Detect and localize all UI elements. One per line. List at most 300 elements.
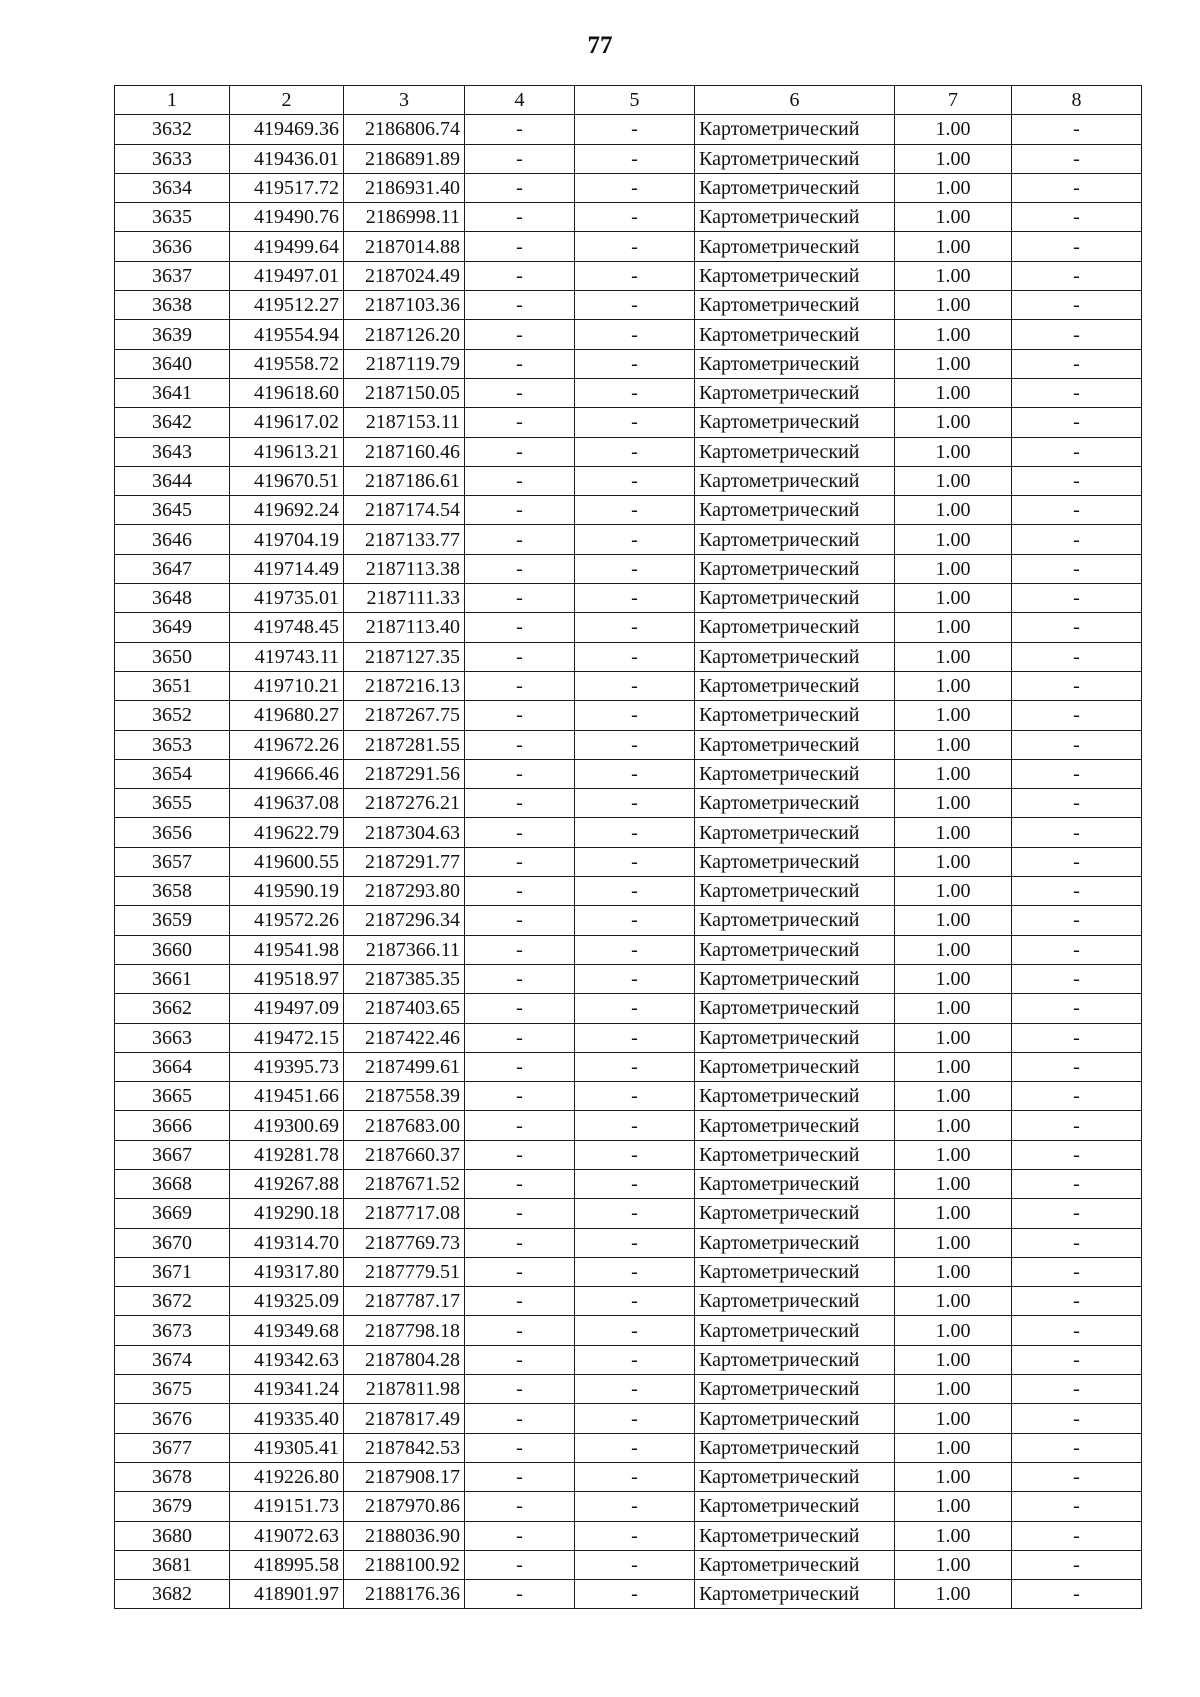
table-row bbox=[115, 1375, 1142, 1404]
col5-cell: - bbox=[575, 1345, 695, 1374]
table-row bbox=[115, 203, 1142, 232]
col8-cell: - bbox=[1012, 1433, 1142, 1462]
method-cell: Картометрический bbox=[695, 173, 895, 202]
col8-cell: - bbox=[1012, 349, 1142, 378]
accuracy-cell: 1.00 bbox=[895, 642, 1012, 671]
col4-cell: - bbox=[465, 232, 575, 261]
col5-cell: - bbox=[575, 1111, 695, 1140]
point-number-cell: 3652 bbox=[115, 701, 230, 730]
col5-cell: - bbox=[575, 1521, 695, 1550]
col4-cell: - bbox=[465, 349, 575, 378]
col8-cell: - bbox=[1012, 642, 1142, 671]
col8-cell: - bbox=[1012, 525, 1142, 554]
accuracy-cell: 1.00 bbox=[895, 1023, 1012, 1052]
col8-cell: - bbox=[1012, 1199, 1142, 1228]
x-coordinate-cell: 419704.19 bbox=[230, 525, 344, 554]
col8-cell: - bbox=[1012, 1316, 1142, 1345]
table-header-row bbox=[115, 86, 1142, 115]
col8-cell: - bbox=[1012, 730, 1142, 759]
accuracy-cell: 1.00 bbox=[895, 320, 1012, 349]
x-coordinate-cell: 419680.27 bbox=[230, 701, 344, 730]
col8-cell: - bbox=[1012, 1521, 1142, 1550]
point-number-cell: 3644 bbox=[115, 466, 230, 495]
x-coordinate-cell: 419281.78 bbox=[230, 1140, 344, 1169]
col4-cell: - bbox=[465, 1521, 575, 1550]
point-number-cell: 3650 bbox=[115, 642, 230, 671]
col5-cell: - bbox=[575, 818, 695, 847]
x-coordinate-cell: 419341.24 bbox=[230, 1375, 344, 1404]
method-cell: Картометрический bbox=[695, 877, 895, 906]
x-coordinate-cell: 419497.01 bbox=[230, 261, 344, 290]
col8-cell: - bbox=[1012, 554, 1142, 583]
x-coordinate-cell: 419710.21 bbox=[230, 671, 344, 700]
y-coordinate-cell: 2187216.13 bbox=[344, 671, 465, 700]
y-coordinate-cell: 2187111.33 bbox=[344, 584, 465, 613]
accuracy-cell: 1.00 bbox=[895, 232, 1012, 261]
method-cell: Картометрический bbox=[695, 789, 895, 818]
col5-cell: - bbox=[575, 877, 695, 906]
col4-cell: - bbox=[465, 584, 575, 613]
method-cell: Картометрический bbox=[695, 818, 895, 847]
col5-cell: - bbox=[575, 408, 695, 437]
col8-cell: - bbox=[1012, 1257, 1142, 1286]
method-cell: Картометрический bbox=[695, 378, 895, 407]
accuracy-cell: 1.00 bbox=[895, 1111, 1012, 1140]
method-cell: Картометрический bbox=[695, 671, 895, 700]
col8-cell: - bbox=[1012, 203, 1142, 232]
col8-cell: - bbox=[1012, 496, 1142, 525]
col8-cell: - bbox=[1012, 701, 1142, 730]
col4-cell: - bbox=[465, 115, 575, 144]
x-coordinate-cell: 419622.79 bbox=[230, 818, 344, 847]
table-row bbox=[115, 1550, 1142, 1579]
table-row bbox=[115, 173, 1142, 202]
col8-cell: - bbox=[1012, 1462, 1142, 1491]
col5-cell: - bbox=[575, 1550, 695, 1579]
x-coordinate-cell: 419314.70 bbox=[230, 1228, 344, 1257]
x-coordinate-cell: 418901.97 bbox=[230, 1580, 344, 1609]
col5-cell: - bbox=[575, 994, 695, 1023]
table-row bbox=[115, 1169, 1142, 1198]
x-coordinate-cell: 419748.45 bbox=[230, 613, 344, 642]
point-number-cell: 3670 bbox=[115, 1228, 230, 1257]
point-number-cell: 3676 bbox=[115, 1404, 230, 1433]
col5-cell: - bbox=[575, 964, 695, 993]
col4-cell: - bbox=[465, 1580, 575, 1609]
y-coordinate-cell: 2187126.20 bbox=[344, 320, 465, 349]
col4-cell: - bbox=[465, 1287, 575, 1316]
col4-cell: - bbox=[465, 1433, 575, 1462]
y-coordinate-cell: 2187153.11 bbox=[344, 408, 465, 437]
table-row bbox=[115, 291, 1142, 320]
point-number-cell: 3636 bbox=[115, 232, 230, 261]
y-coordinate-cell: 2187671.52 bbox=[344, 1169, 465, 1198]
accuracy-cell: 1.00 bbox=[895, 789, 1012, 818]
table-row bbox=[115, 232, 1142, 261]
method-cell: Картометрический bbox=[695, 1492, 895, 1521]
point-number-cell: 3679 bbox=[115, 1492, 230, 1521]
col4-cell: - bbox=[465, 789, 575, 818]
table-row bbox=[115, 1521, 1142, 1550]
point-number-cell: 3663 bbox=[115, 1023, 230, 1052]
accuracy-cell: 1.00 bbox=[895, 1199, 1012, 1228]
method-cell: Картометрический bbox=[695, 584, 895, 613]
col8-cell: - bbox=[1012, 1345, 1142, 1374]
accuracy-cell: 1.00 bbox=[895, 437, 1012, 466]
point-number-cell: 3647 bbox=[115, 554, 230, 583]
col8-cell: - bbox=[1012, 759, 1142, 788]
col5-cell: - bbox=[575, 144, 695, 173]
col4-cell: - bbox=[465, 1492, 575, 1521]
method-cell: Картометрический bbox=[695, 759, 895, 788]
col8-cell: - bbox=[1012, 613, 1142, 642]
col4-cell: - bbox=[465, 671, 575, 700]
col4-cell: - bbox=[465, 613, 575, 642]
x-coordinate-cell: 419512.27 bbox=[230, 291, 344, 320]
y-coordinate-cell: 2188036.90 bbox=[344, 1521, 465, 1550]
col4-cell: - bbox=[465, 437, 575, 466]
accuracy-cell: 1.00 bbox=[895, 291, 1012, 320]
method-cell: Картометрический bbox=[695, 203, 895, 232]
x-coordinate-cell: 419072.63 bbox=[230, 1521, 344, 1550]
method-cell: Картометрический bbox=[695, 291, 895, 320]
accuracy-cell: 1.00 bbox=[895, 818, 1012, 847]
x-coordinate-cell: 419469.36 bbox=[230, 115, 344, 144]
point-number-cell: 3671 bbox=[115, 1257, 230, 1286]
col4-cell: - bbox=[465, 1169, 575, 1198]
col4-cell: - bbox=[465, 1111, 575, 1140]
table-row bbox=[115, 1462, 1142, 1491]
accuracy-cell: 1.00 bbox=[895, 1052, 1012, 1081]
col4-cell: - bbox=[465, 877, 575, 906]
column-header: 7 bbox=[895, 86, 1012, 115]
method-cell: Картометрический bbox=[695, 613, 895, 642]
method-cell: Картометрический bbox=[695, 437, 895, 466]
accuracy-cell: 1.00 bbox=[895, 408, 1012, 437]
table-row bbox=[115, 1023, 1142, 1052]
col4-cell: - bbox=[465, 1199, 575, 1228]
col4-cell: - bbox=[465, 261, 575, 290]
col8-cell: - bbox=[1012, 1023, 1142, 1052]
y-coordinate-cell: 2186931.40 bbox=[344, 173, 465, 202]
col8-cell: - bbox=[1012, 584, 1142, 613]
y-coordinate-cell: 2187281.55 bbox=[344, 730, 465, 759]
col4-cell: - bbox=[465, 730, 575, 759]
table-row bbox=[115, 1082, 1142, 1111]
table-row bbox=[115, 144, 1142, 173]
x-coordinate-cell: 419692.24 bbox=[230, 496, 344, 525]
point-number-cell: 3660 bbox=[115, 935, 230, 964]
y-coordinate-cell: 2187403.65 bbox=[344, 994, 465, 1023]
point-number-cell: 3633 bbox=[115, 144, 230, 173]
y-coordinate-cell: 2187113.40 bbox=[344, 613, 465, 642]
col4-cell: - bbox=[465, 1550, 575, 1579]
y-coordinate-cell: 2187817.49 bbox=[344, 1404, 465, 1433]
y-coordinate-cell: 2187683.00 bbox=[344, 1111, 465, 1140]
column-header: 6 bbox=[695, 86, 895, 115]
y-coordinate-cell: 2187660.37 bbox=[344, 1140, 465, 1169]
col4-cell: - bbox=[465, 906, 575, 935]
col5-cell: - bbox=[575, 671, 695, 700]
col5-cell: - bbox=[575, 437, 695, 466]
col5-cell: - bbox=[575, 496, 695, 525]
y-coordinate-cell: 2187304.63 bbox=[344, 818, 465, 847]
col8-cell: - bbox=[1012, 1140, 1142, 1169]
col8-cell: - bbox=[1012, 1228, 1142, 1257]
method-cell: Картометрический bbox=[695, 261, 895, 290]
method-cell: Картометрический bbox=[695, 1228, 895, 1257]
table-row bbox=[115, 261, 1142, 290]
col8-cell: - bbox=[1012, 1082, 1142, 1111]
col4-cell: - bbox=[465, 525, 575, 554]
col8-cell: - bbox=[1012, 906, 1142, 935]
table-row bbox=[115, 789, 1142, 818]
point-number-cell: 3680 bbox=[115, 1521, 230, 1550]
x-coordinate-cell: 419151.73 bbox=[230, 1492, 344, 1521]
y-coordinate-cell: 2187186.61 bbox=[344, 466, 465, 495]
col5-cell: - bbox=[575, 906, 695, 935]
column-header: 1 bbox=[115, 86, 230, 115]
column-header: 2 bbox=[230, 86, 344, 115]
point-number-cell: 3675 bbox=[115, 1375, 230, 1404]
y-coordinate-cell: 2187558.39 bbox=[344, 1082, 465, 1111]
col4-cell: - bbox=[465, 759, 575, 788]
table-row bbox=[115, 1199, 1142, 1228]
col4-cell: - bbox=[465, 1228, 575, 1257]
accuracy-cell: 1.00 bbox=[895, 1433, 1012, 1462]
point-number-cell: 3643 bbox=[115, 437, 230, 466]
col8-cell: - bbox=[1012, 437, 1142, 466]
col5-cell: - bbox=[575, 1492, 695, 1521]
y-coordinate-cell: 2187267.75 bbox=[344, 701, 465, 730]
method-cell: Картометрический bbox=[695, 1521, 895, 1550]
x-coordinate-cell: 419305.41 bbox=[230, 1433, 344, 1462]
x-coordinate-cell: 419226.80 bbox=[230, 1462, 344, 1491]
x-coordinate-cell: 419541.98 bbox=[230, 935, 344, 964]
col4-cell: - bbox=[465, 964, 575, 993]
method-cell: Картометрический bbox=[695, 466, 895, 495]
y-coordinate-cell: 2187779.51 bbox=[344, 1257, 465, 1286]
x-coordinate-cell: 419472.15 bbox=[230, 1023, 344, 1052]
method-cell: Картометрический bbox=[695, 1316, 895, 1345]
table-row bbox=[115, 496, 1142, 525]
col4-cell: - bbox=[465, 1316, 575, 1345]
col8-cell: - bbox=[1012, 1111, 1142, 1140]
x-coordinate-cell: 419617.02 bbox=[230, 408, 344, 437]
col4-cell: - bbox=[465, 466, 575, 495]
col4-cell: - bbox=[465, 408, 575, 437]
x-coordinate-cell: 419518.97 bbox=[230, 964, 344, 993]
table-row bbox=[115, 1316, 1142, 1345]
point-number-cell: 3634 bbox=[115, 173, 230, 202]
y-coordinate-cell: 2186998.11 bbox=[344, 203, 465, 232]
col5-cell: - bbox=[575, 525, 695, 554]
col4-cell: - bbox=[465, 291, 575, 320]
method-cell: Картометрический bbox=[695, 1580, 895, 1609]
col5-cell: - bbox=[575, 261, 695, 290]
table-row bbox=[115, 1492, 1142, 1521]
col5-cell: - bbox=[575, 173, 695, 202]
accuracy-cell: 1.00 bbox=[895, 994, 1012, 1023]
y-coordinate-cell: 2187804.28 bbox=[344, 1345, 465, 1374]
col8-cell: - bbox=[1012, 877, 1142, 906]
x-coordinate-cell: 419714.49 bbox=[230, 554, 344, 583]
x-coordinate-cell: 419267.88 bbox=[230, 1169, 344, 1198]
accuracy-cell: 1.00 bbox=[895, 466, 1012, 495]
x-coordinate-cell: 419666.46 bbox=[230, 759, 344, 788]
table-row bbox=[115, 1228, 1142, 1257]
accuracy-cell: 1.00 bbox=[895, 1287, 1012, 1316]
x-coordinate-cell: 419349.68 bbox=[230, 1316, 344, 1345]
accuracy-cell: 1.00 bbox=[895, 906, 1012, 935]
accuracy-cell: 1.00 bbox=[895, 935, 1012, 964]
table-row bbox=[115, 115, 1142, 144]
table-row bbox=[115, 642, 1142, 671]
table-row bbox=[115, 349, 1142, 378]
col5-cell: - bbox=[575, 1257, 695, 1286]
y-coordinate-cell: 2187296.34 bbox=[344, 906, 465, 935]
col4-cell: - bbox=[465, 554, 575, 583]
coordinates-table bbox=[114, 85, 1142, 1609]
col5-cell: - bbox=[575, 1140, 695, 1169]
y-coordinate-cell: 2187276.21 bbox=[344, 789, 465, 818]
column-header: 3 bbox=[344, 86, 465, 115]
col4-cell: - bbox=[465, 1375, 575, 1404]
point-number-cell: 3646 bbox=[115, 525, 230, 554]
y-coordinate-cell: 2187842.53 bbox=[344, 1433, 465, 1462]
method-cell: Картометрический bbox=[695, 1082, 895, 1111]
method-cell: Картометрический bbox=[695, 1257, 895, 1286]
col4-cell: - bbox=[465, 935, 575, 964]
y-coordinate-cell: 2187174.54 bbox=[344, 496, 465, 525]
col4-cell: - bbox=[465, 994, 575, 1023]
col8-cell: - bbox=[1012, 964, 1142, 993]
method-cell: Картометрический bbox=[695, 525, 895, 554]
y-coordinate-cell: 2187133.77 bbox=[344, 525, 465, 554]
accuracy-cell: 1.00 bbox=[895, 1462, 1012, 1491]
accuracy-cell: 1.00 bbox=[895, 1492, 1012, 1521]
accuracy-cell: 1.00 bbox=[895, 1521, 1012, 1550]
point-number-cell: 3668 bbox=[115, 1169, 230, 1198]
x-coordinate-cell: 419290.18 bbox=[230, 1199, 344, 1228]
x-coordinate-cell: 419558.72 bbox=[230, 349, 344, 378]
method-cell: Картометрический bbox=[695, 1140, 895, 1169]
y-coordinate-cell: 2187366.11 bbox=[344, 935, 465, 964]
col5-cell: - bbox=[575, 1228, 695, 1257]
col5-cell: - bbox=[575, 1375, 695, 1404]
x-coordinate-cell: 419342.63 bbox=[230, 1345, 344, 1374]
point-number-cell: 3653 bbox=[115, 730, 230, 759]
accuracy-cell: 1.00 bbox=[895, 671, 1012, 700]
table-row bbox=[115, 847, 1142, 876]
table-row bbox=[115, 994, 1142, 1023]
method-cell: Картометрический bbox=[695, 408, 895, 437]
col5-cell: - bbox=[575, 759, 695, 788]
table-row bbox=[115, 408, 1142, 437]
table-row bbox=[115, 877, 1142, 906]
col8-cell: - bbox=[1012, 1404, 1142, 1433]
col4-cell: - bbox=[465, 1140, 575, 1169]
col5-cell: - bbox=[575, 1462, 695, 1491]
table-body bbox=[115, 115, 1142, 1609]
method-cell: Картометрический bbox=[695, 1345, 895, 1374]
x-coordinate-cell: 419517.72 bbox=[230, 173, 344, 202]
col5-cell: - bbox=[575, 466, 695, 495]
point-number-cell: 3666 bbox=[115, 1111, 230, 1140]
x-coordinate-cell: 419590.19 bbox=[230, 877, 344, 906]
col5-cell: - bbox=[575, 378, 695, 407]
method-cell: Картометрический bbox=[695, 1111, 895, 1140]
y-coordinate-cell: 2187811.98 bbox=[344, 1375, 465, 1404]
method-cell: Картометрический bbox=[695, 730, 895, 759]
accuracy-cell: 1.00 bbox=[895, 1404, 1012, 1433]
table-row bbox=[115, 1580, 1142, 1609]
col4-cell: - bbox=[465, 203, 575, 232]
accuracy-cell: 1.00 bbox=[895, 349, 1012, 378]
accuracy-cell: 1.00 bbox=[895, 378, 1012, 407]
accuracy-cell: 1.00 bbox=[895, 554, 1012, 583]
accuracy-cell: 1.00 bbox=[895, 1169, 1012, 1198]
col5-cell: - bbox=[575, 349, 695, 378]
accuracy-cell: 1.00 bbox=[895, 173, 1012, 202]
point-number-cell: 3649 bbox=[115, 613, 230, 642]
accuracy-cell: 1.00 bbox=[895, 1345, 1012, 1374]
col8-cell: - bbox=[1012, 1052, 1142, 1081]
col8-cell: - bbox=[1012, 173, 1142, 202]
point-number-cell: 3641 bbox=[115, 378, 230, 407]
method-cell: Картометрический bbox=[695, 320, 895, 349]
accuracy-cell: 1.00 bbox=[895, 496, 1012, 525]
col5-cell: - bbox=[575, 115, 695, 144]
col4-cell: - bbox=[465, 1404, 575, 1433]
point-number-cell: 3674 bbox=[115, 1345, 230, 1374]
col5-cell: - bbox=[575, 1169, 695, 1198]
method-cell: Картометрический bbox=[695, 232, 895, 261]
accuracy-cell: 1.00 bbox=[895, 1375, 1012, 1404]
x-coordinate-cell: 419300.69 bbox=[230, 1111, 344, 1140]
col8-cell: - bbox=[1012, 1375, 1142, 1404]
col8-cell: - bbox=[1012, 789, 1142, 818]
x-coordinate-cell: 419743.11 bbox=[230, 642, 344, 671]
accuracy-cell: 1.00 bbox=[895, 1580, 1012, 1609]
method-cell: Картометрический bbox=[695, 1199, 895, 1228]
y-coordinate-cell: 2187291.77 bbox=[344, 847, 465, 876]
col4-cell: - bbox=[465, 1345, 575, 1374]
point-number-cell: 3654 bbox=[115, 759, 230, 788]
point-number-cell: 3669 bbox=[115, 1199, 230, 1228]
col8-cell: - bbox=[1012, 115, 1142, 144]
table-row bbox=[115, 584, 1142, 613]
point-number-cell: 3658 bbox=[115, 877, 230, 906]
accuracy-cell: 1.00 bbox=[895, 730, 1012, 759]
col8-cell: - bbox=[1012, 1169, 1142, 1198]
col8-cell: - bbox=[1012, 1492, 1142, 1521]
y-coordinate-cell: 2187787.17 bbox=[344, 1287, 465, 1316]
method-cell: Картометрический bbox=[695, 1375, 895, 1404]
col4-cell: - bbox=[465, 818, 575, 847]
accuracy-cell: 1.00 bbox=[895, 1228, 1012, 1257]
accuracy-cell: 1.00 bbox=[895, 1082, 1012, 1111]
y-coordinate-cell: 2187160.46 bbox=[344, 437, 465, 466]
y-coordinate-cell: 2187717.08 bbox=[344, 1199, 465, 1228]
x-coordinate-cell: 419735.01 bbox=[230, 584, 344, 613]
col8-cell: - bbox=[1012, 408, 1142, 437]
col8-cell: - bbox=[1012, 466, 1142, 495]
col5-cell: - bbox=[575, 613, 695, 642]
table-row bbox=[115, 320, 1142, 349]
col8-cell: - bbox=[1012, 261, 1142, 290]
col4-cell: - bbox=[465, 144, 575, 173]
